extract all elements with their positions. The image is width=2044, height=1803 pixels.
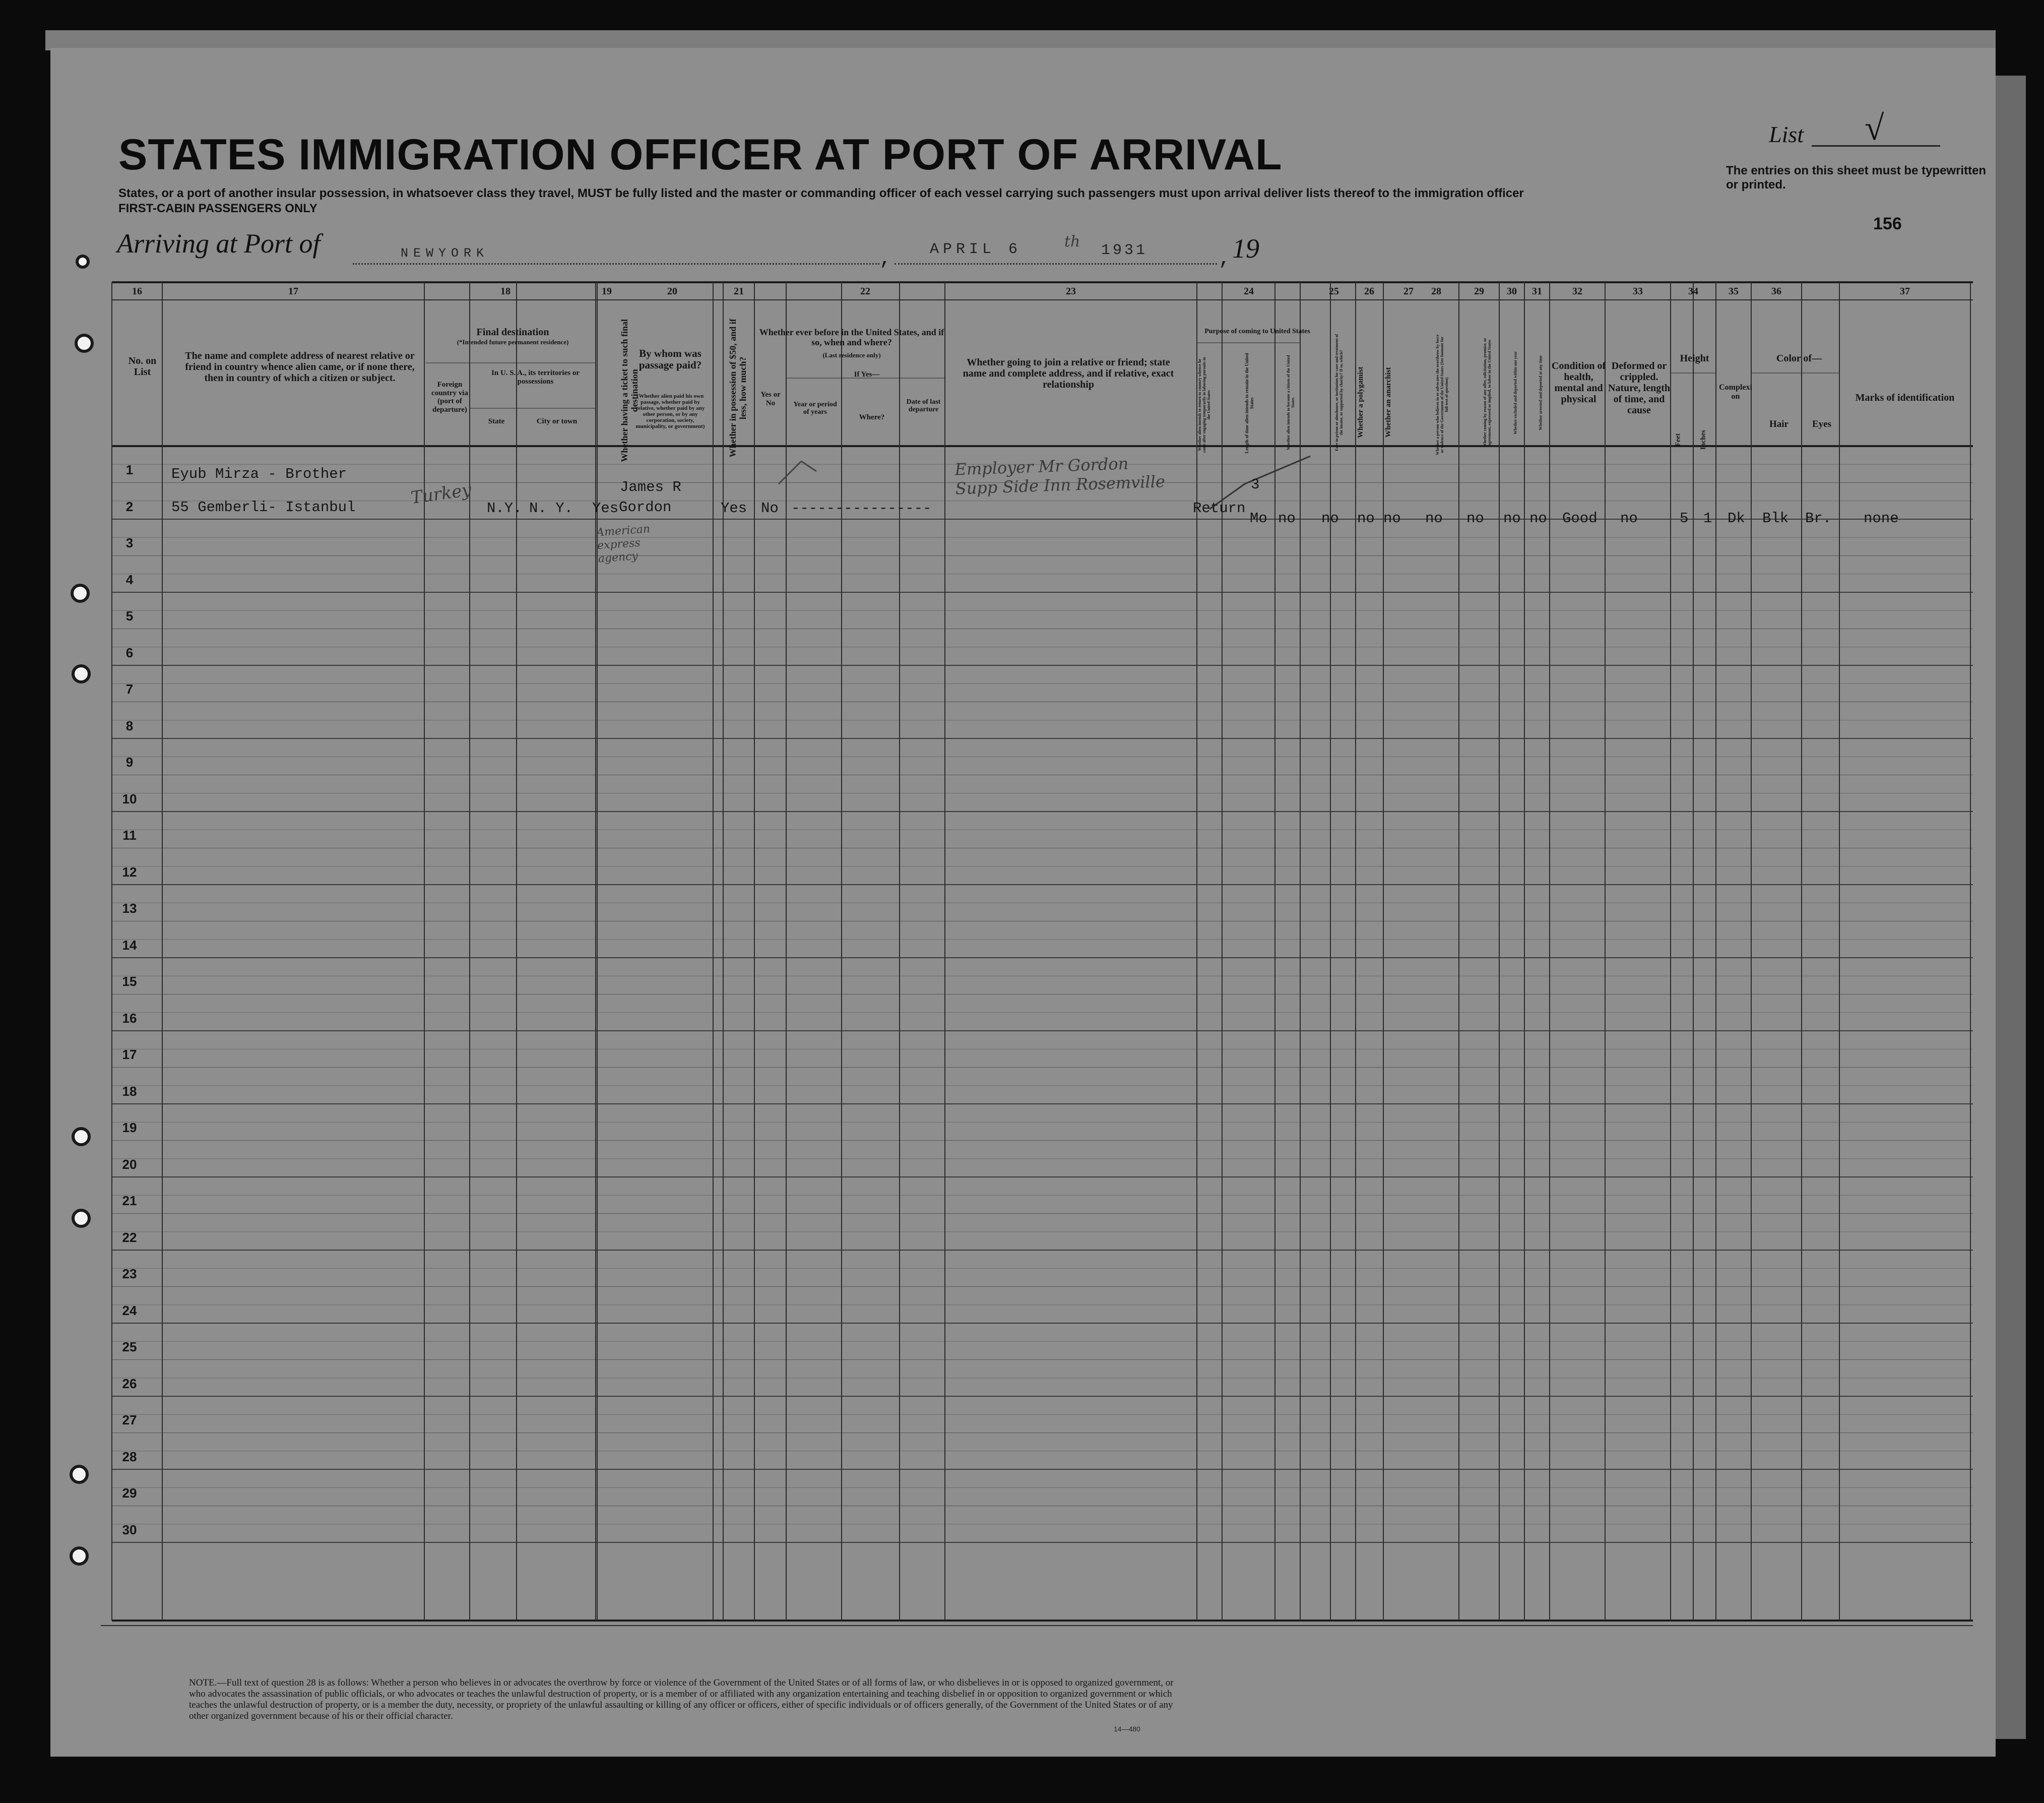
height-inches: 1 [1703, 510, 1712, 527]
column-number-20: 20 [667, 286, 677, 297]
column-number-16: 16 [132, 286, 142, 297]
page-number: 156 [1873, 214, 1902, 233]
header-health: Condition of health, mental and physical [1551, 360, 1606, 405]
row-number: 23 [122, 1266, 137, 1282]
header-no-on-list: No. on List [128, 355, 157, 378]
arrival-year: 1931 [1101, 242, 1148, 259]
fifty-dollars: Yes [721, 500, 747, 517]
footnote-q28: NOTE.—Full text of question 28 is as follows: Whether a person who believes in or advocates the overthrow by force or violence of the Government of the United States or of all forms of law, or who disbelieves in or is opposed to organized government, or who advocates the assassination of public officials, or who advocates or teaches the unlawful destruction of property, or is a member of or affiliated with any organization entertaining and teaching disbelief in or opposition to organized government or which teaches the unlawful destruction of property, or is a member the duty, necessity, or propriety of the unlawful assaulting or killing of any officer or officers, either of specific individuals or of officers generally, of the Government of the United States or of any other organized government because of his or their official character. [189, 1677, 1174, 1721]
header-purpose: Purpose of coming to United States [1204, 328, 1310, 335]
row-number: 6 [125, 645, 134, 660]
grid-line [801, 461, 816, 471]
purpose-length-num: 3 [1251, 476, 1260, 493]
typewritten-notice: The entries on this sheet must be typewritten or printed. [1726, 164, 1987, 192]
row-number: 13 [122, 901, 137, 916]
health: Good [1562, 510, 1598, 527]
row-number: 8 [125, 718, 134, 733]
complexion: Dk [1728, 510, 1745, 527]
header-feet: Feet [1674, 433, 1682, 447]
header-city: City or town [536, 417, 578, 425]
height-feet: 5 [1680, 510, 1689, 527]
arrival-port: NEWYORK [401, 246, 489, 261]
list-label: List [1769, 121, 1804, 147]
purpose-return: Return [1193, 500, 1246, 517]
arriving-label: Arriving at Port of [117, 228, 321, 259]
header-q31: Whether arrested and deported at any time [1538, 355, 1543, 430]
row-number: 20 [122, 1156, 137, 1172]
row-number: 14 [122, 937, 137, 953]
q25-answer: no [1321, 510, 1339, 527]
header-purpose-return: Whether alien intends to return to country whence he came after engaging temporarily in laboring pursuits in the United States [1197, 357, 1211, 453]
header-anarchist: Whether an anarchist [1384, 367, 1392, 438]
hair-color: Blk [1762, 510, 1789, 527]
header-foreign-country: Foreign country via (port of departure) [431, 381, 468, 414]
header-period: Year or period of years [793, 401, 837, 416]
row-number: 11 [122, 828, 137, 843]
row-number: 12 [122, 864, 137, 880]
row-number: 25 [122, 1339, 137, 1355]
column-number-29: 29 [1474, 286, 1484, 297]
row-number: 5 [125, 608, 134, 624]
column-number-19: 19 [602, 286, 612, 297]
comma: , [879, 248, 892, 271]
list-checkmark: √ [1865, 109, 1884, 148]
header-eyes: Eyes [1812, 419, 1831, 429]
row-number: 1 [125, 462, 134, 478]
row-number: 17 [122, 1047, 137, 1063]
header-final-destination: Final destination [476, 327, 549, 338]
q31-answer: no [1529, 510, 1547, 527]
header-q28: Whether a person who believes in or advocates the overthrow by force or violence of the Government of the United States (See footnote for full text of question) [1435, 334, 1449, 455]
column-number-28: 28 [1431, 286, 1441, 297]
foreign-country-hand: Turkey [409, 479, 473, 509]
row-number: 16 [122, 1010, 137, 1026]
column-number-34: 34 [1688, 286, 1698, 297]
column-number-27: 27 [1403, 286, 1414, 297]
header-if-yes: If Yes— [854, 370, 880, 379]
paid-by-hand: American express agency [596, 523, 651, 566]
header-join-relative: Whether going to join a relative or friend; state name and complete address, and if relative, exact relationship [963, 357, 1174, 390]
column-number-17: 17 [288, 286, 298, 297]
header-yes-no: Yes or No [760, 391, 781, 407]
row-number: 3 [125, 535, 134, 551]
row-number: 29 [122, 1485, 137, 1501]
column-number-25: 25 [1329, 286, 1339, 297]
header-last-residence: (Last residence only) [822, 351, 881, 359]
header-in-usa: In U. S. A., its territories or possessions [491, 369, 580, 386]
form-subtitle: States, or a port of another insular possession, in whatsoever class they travel, MUST be fully listed and the master or commanding officer of each vessel carrying such passengers must upon arrival deliver lists thereof to the immigration officer [118, 186, 1524, 200]
header-passage-paid-note: (Whether alien paid his own passage, whether paid by relative, whether paid by any other person, or by any corporation, society, municipality, or government) [635, 393, 705, 430]
column-number-23: 23 [1066, 286, 1076, 297]
q27-answer: no [1383, 510, 1401, 527]
row-number: 21 [122, 1193, 137, 1209]
column-number-35: 35 [1729, 286, 1739, 297]
relative-name: Eyub Mirza - Brother [171, 466, 347, 482]
header-last-departure: Date of last departure [906, 398, 941, 414]
column-number-37: 37 [1900, 286, 1910, 297]
header-marks: Marks of identification [1855, 392, 1955, 403]
column-number-30: 30 [1507, 286, 1517, 297]
header-state: State [488, 417, 505, 425]
arrival-month: APRIL 6 [930, 241, 1022, 258]
header-purpose-length: Length of time alien intends to remain in the United States [1244, 353, 1254, 454]
row-number: 30 [122, 1522, 137, 1537]
row-number: 9 [125, 755, 134, 770]
relative-address: 55 Gemberli- Istanbul [171, 499, 356, 516]
paid-by-line1: James R [620, 479, 681, 495]
row-number: 27 [122, 1412, 137, 1428]
header-inches: Inches [1699, 430, 1707, 450]
q28-answer: no [1425, 510, 1443, 527]
header-final-destination-note: (*Intended future permanent residence) [457, 338, 569, 346]
row-number: 10 [122, 791, 137, 806]
row-number: 26 [122, 1376, 137, 1391]
column-number-31: 31 [1532, 286, 1542, 297]
ever-before-dashes: ---------------- [791, 500, 932, 517]
header-fifty-dollars: Whether in possession of $50, and if less, how much? [728, 319, 748, 458]
row-number: 18 [122, 1083, 137, 1099]
column-number-36: 36 [1771, 286, 1781, 297]
row-number: 4 [125, 572, 134, 587]
ever-before: No [761, 500, 779, 517]
row-number: 2 [125, 499, 134, 514]
header-deformed: Deformed or crippled. Nature, length of time, and cause [1608, 360, 1670, 416]
form-code: 14—480 [1114, 1725, 1140, 1733]
row-number: 28 [122, 1449, 137, 1464]
deformed: no [1620, 510, 1638, 527]
column-number-18: 18 [500, 286, 510, 297]
row-number: 22 [122, 1229, 137, 1245]
header-complexion: Complexion [1719, 383, 1752, 401]
header-ticket: Whether having a ticket to such final destination [619, 319, 640, 462]
header-where: Where? [859, 413, 885, 421]
column-number-26: 26 [1364, 286, 1374, 297]
purpose-length-unit: Mo [1250, 510, 1267, 527]
column-number-22: 22 [860, 286, 870, 297]
header-ever-before: Whether ever before in the United States, and if so, when and where? [759, 327, 944, 347]
q29-answer: no [1466, 510, 1484, 527]
year-prefix: 19 [1232, 233, 1259, 264]
q30-answer: no [1503, 510, 1521, 527]
header-q29: Whether coming by reason of any offer, solicitation, promise, or agreement, expressed or implied, to labor in the United States [1483, 338, 1492, 448]
has-ticket: Yes [592, 500, 619, 517]
form-title: STATES IMMIGRATION OFFICER AT PORT OF ARRIVAL [118, 131, 1283, 179]
row-number: 15 [122, 974, 137, 989]
class-line: FIRST-CABIN PASSENGERS ONLY [118, 202, 317, 215]
paid-by-line2: Gordon [619, 499, 672, 516]
header-nearest-relative: The name and complete address of nearest relative or friend in country whence alien came, or if none there, then in country of which a citizen or subject. [185, 350, 415, 384]
dest-city: N. Y. [529, 500, 573, 517]
row-number: 7 [125, 681, 134, 697]
header-polygamist: Whether a polygamist [1356, 366, 1365, 438]
row-number: 24 [122, 1302, 137, 1318]
dest-state: N.Y. [487, 500, 522, 517]
header-passage-paid: By whom was passage paid? [638, 347, 702, 371]
column-number-32: 32 [1572, 286, 1582, 297]
comma: , [1219, 248, 1231, 271]
purpose-citizen: no [1278, 510, 1296, 527]
column-number-24: 24 [1244, 286, 1254, 297]
identification-marks: none [1864, 510, 1899, 527]
header-color-of: Color of— [1776, 353, 1822, 364]
arrival-day-hand: th [1064, 233, 1080, 251]
q26-answer: no [1357, 510, 1375, 527]
header-q30: Whether excluded and deported within one year [1513, 351, 1518, 434]
row-number: 19 [122, 1120, 137, 1136]
header-prison: Ever in prison or almshouse, or institution for care and treatment of the insane, or supported by charity? If so, which? [1334, 334, 1344, 451]
header-purpose-citizen: Whether alien intends to become a citizen of the United States [1286, 355, 1295, 451]
header-hair: Hair [1769, 419, 1788, 429]
column-number-33: 33 [1633, 286, 1643, 297]
join-relative-hand: Employer Mr Gordon Supp Side Inn Rosemville [954, 454, 1166, 499]
column-number-21: 21 [734, 286, 744, 297]
eye-color: Br. [1805, 510, 1832, 527]
header-height: Height [1680, 353, 1709, 364]
